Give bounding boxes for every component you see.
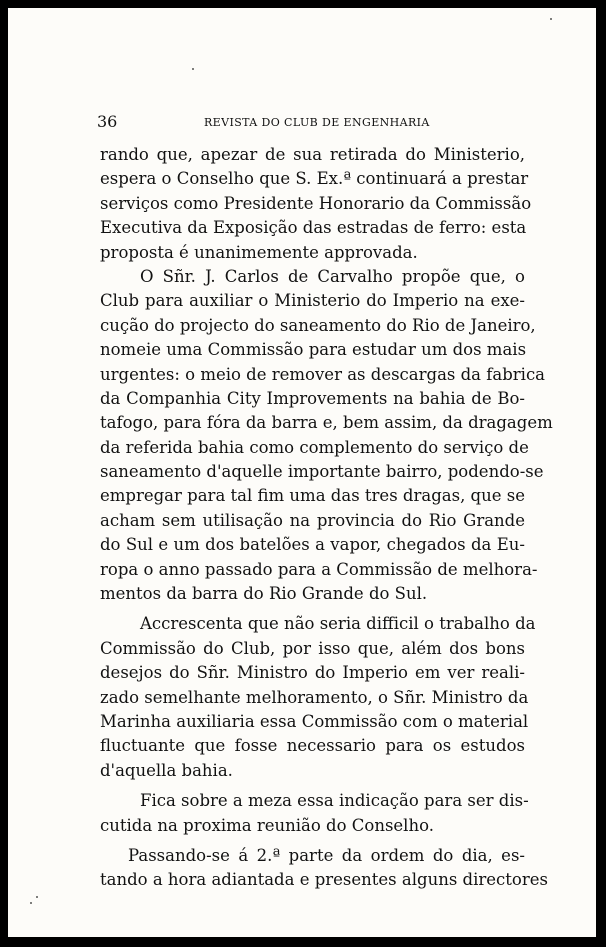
- text-line: zado semelhante melhoramento, o Sñr. Ministro da: [100, 687, 529, 707]
- text-line: Marinha auxiliaria essa Commissão com o material: [100, 711, 529, 731]
- text-line: Fica sobre a meza essa indicação para ser dis-: [140, 791, 529, 811]
- paragraph-4: [100, 789, 529, 838]
- text-line: Accrescenta que não seria difficil o trabalho da: [140, 614, 536, 634]
- text-line: Commissão do Club, por isso que, além dos bons: [100, 638, 525, 658]
- paragraph-3: [100, 612, 536, 783]
- text-line: proposta é unanimemente approvada.: [100, 242, 418, 262]
- page-header: [97, 110, 527, 134]
- body-text: [100, 143, 553, 893]
- paragraph-1: [100, 143, 532, 265]
- text-line: cutida na proxima reunião do Conselho.: [100, 815, 434, 835]
- text-line: mentos da barra do Rio Grande do Sul.: [100, 584, 428, 604]
- text-line: empregar para tal fim uma das tres dragas, que se: [100, 486, 525, 506]
- text-line: Passando-se á 2.ª parte da ordem do dia, es-: [128, 845, 525, 865]
- text-line: urgentes: o meio de remover as descargas da fabrica: [100, 364, 546, 384]
- document-page: [8, 8, 596, 937]
- text-line: da referida bahia como complemento do serviço de: [100, 437, 529, 457]
- text-line: Executiva da Exposição das estradas de ferro: esta: [100, 218, 527, 238]
- text-line: O Sñr. J. Carlos de Carvalho propõe que, o: [140, 266, 525, 286]
- text-line: saneamento d'aquelle importante bairro, podendo-se: [100, 462, 544, 482]
- text-line: do Sul e um dos batelões a vapor, chegados da Eu-: [100, 535, 525, 555]
- text-line: desejos do Sñr. Ministro do Imperio em ver reali-: [100, 663, 525, 683]
- text-line: da Companhia City Improvements na bahia de Bo-: [100, 388, 525, 408]
- text-line: nomeie uma Commissão para estudar um dos mais: [100, 340, 527, 360]
- paragraph-5: [100, 844, 548, 893]
- text-line: serviços como Presidente Honorario da Commissão: [100, 193, 532, 213]
- text-line: tafogo, para fóra da barra e, bem assim, da dragagem: [100, 413, 553, 433]
- running-title: REVISTA DO CLUB DE ENGENHARIA: [204, 116, 430, 129]
- text-line: fluctuante que fosse necessario para os estudos: [100, 736, 525, 756]
- text-line: rando que, apezar de sua retirada do Ministerio,: [100, 145, 525, 164]
- paragraph-2: [100, 265, 553, 606]
- text-line: acham sem utilisação na provincia do Rio Grande: [100, 510, 525, 530]
- page-number: 36: [97, 112, 118, 131]
- text-line: espera o Conselho que S. Ex.ª continuará a prestar: [100, 169, 529, 189]
- scan-speck: [192, 68, 194, 70]
- text-line: tando a hora adiantada e presentes alguns directores: [100, 870, 548, 890]
- text-line: ropa o anno passado para a Commissão de melhora-: [100, 559, 538, 579]
- scan-speck: [30, 902, 32, 904]
- text-line: Club para auxiliar o Ministerio do Imperio na exe-: [100, 291, 525, 311]
- scan-speck: [36, 896, 38, 898]
- text-line: d'aquella bahia.: [100, 760, 233, 780]
- scan-speck: [550, 18, 552, 20]
- text-line: cução do projecto do saneamento do Rio de Janeiro,: [100, 315, 536, 335]
